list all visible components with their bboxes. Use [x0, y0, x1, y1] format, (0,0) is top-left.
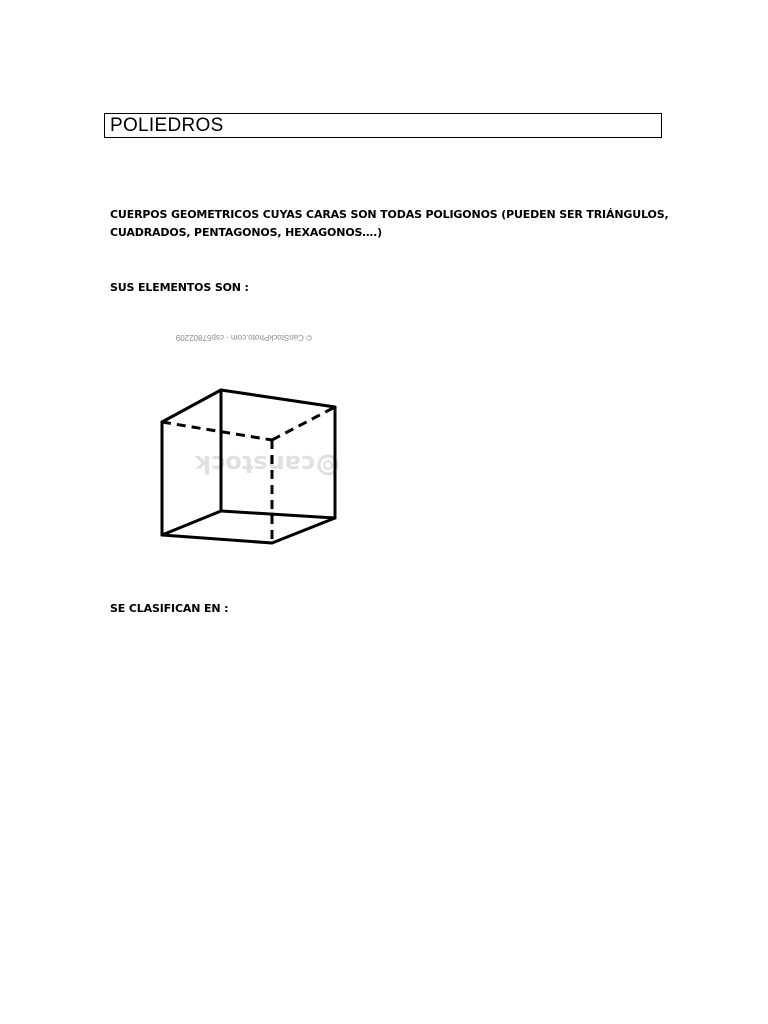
- edge-top-left: [162, 390, 221, 422]
- cube-illustration: [150, 328, 350, 553]
- edge-top-back: [221, 390, 335, 407]
- edge-bottom-right: [272, 518, 335, 543]
- edge-bottom-back: [221, 511, 335, 518]
- definition-line-2: CUADRADOS, PENTAGONOS, HEXAGONOS….): [110, 226, 383, 239]
- hidden-edge-top-right: [272, 407, 335, 440]
- page-title: POLIEDROS: [104, 113, 662, 138]
- definition-line-1: CUERPOS GEOMETRICOS CUYAS CARAS SON TODAS POLIGONOS (PUEDEN SER TRIÁNGULOS,: [110, 208, 669, 221]
- edge-bottom-front: [162, 535, 272, 543]
- watermark-center: canstock: [195, 450, 315, 478]
- definition-text: [110, 206, 669, 242]
- elements-heading: SUS ELEMENTOS SON :: [110, 281, 249, 294]
- classify-heading: SE CLASIFICAN EN :: [110, 602, 229, 615]
- watermark-logo: [194, 450, 337, 478]
- hidden-edge-top-front: [162, 422, 272, 440]
- edge-bottom-left: [162, 511, 221, 535]
- watermark-top: © CanStockPhoto.com - csp57802209: [175, 333, 312, 342]
- cube-figure: [150, 328, 350, 553]
